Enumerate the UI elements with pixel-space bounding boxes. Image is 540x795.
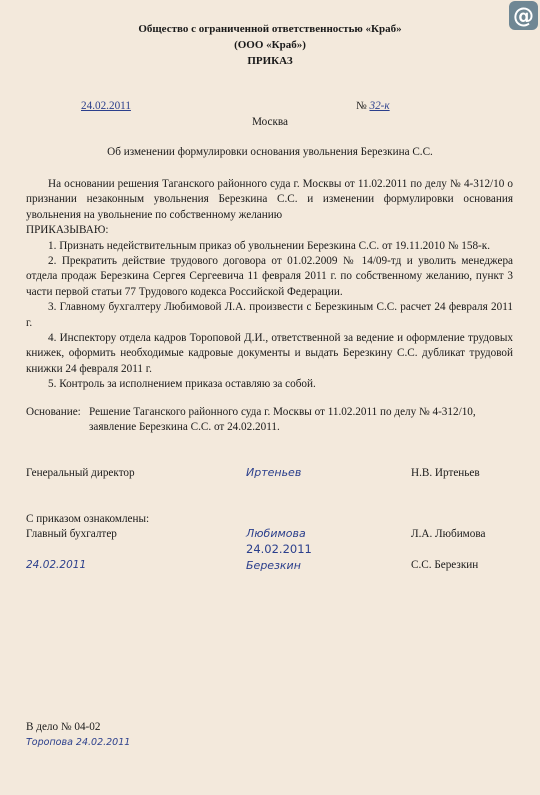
file-note: В дело № 04-02 bbox=[26, 721, 101, 733]
order-item-1: 1. Признать недействительным приказ об увольнении Березкина С.С. от 19.11.2010 № 158-к. bbox=[48, 239, 491, 252]
employee-signature-date: 24.02.2011 bbox=[26, 559, 87, 571]
basis-line-2: заявление Березкина С.С. от 24.02.2011. bbox=[89, 421, 280, 433]
order-word: ПРИКАЗЫВАЮ: bbox=[26, 224, 109, 237]
order-item-3: 3. Главному бухгалтеру Любимовой Л.А. произвести с Березкиным С.С. расчет 24 февраля 2011 г. bbox=[26, 301, 513, 329]
number-prefix: № bbox=[356, 100, 367, 112]
order-number-field bbox=[356, 100, 390, 112]
organization-short-name: (ООО «Краб») bbox=[234, 39, 306, 51]
acknowledgement-heading: С приказом ознакомлены: bbox=[26, 513, 150, 525]
accountant-signature: Любимова bbox=[246, 527, 306, 540]
order-item-4: 4. Инспектору отдела кадров Тороповой Д.И., ответственной за ведение и оформление трудовых книжек, оформить необходимые кадровые документы и выдать Березкину С.С. дубликат трудовой книжки 24 февраля 2011 г. bbox=[26, 332, 513, 375]
order-item-5: 5. Контроль за исполнением приказа оставляю за собой. bbox=[48, 378, 316, 391]
basis-line-1: Решение Таганского районного суда г. Москвы от 11.02.2011 по делу № 4-312/10, bbox=[89, 406, 476, 418]
order-item-2: 2. Прекратить действие трудового договора от 01.02.2009 № 14/09-тд и уволить менеджера отдела продаж Березкина Сергея Сергеевича 11 февраля 2011 г. по собственному желанию, пункт 3 части первой статьи 77 Трудового кодекса Российской Федерации. bbox=[26, 255, 513, 298]
city: Москва bbox=[251, 116, 289, 128]
signer-name: Н.В. Иртеньев bbox=[411, 467, 480, 479]
employee-name: С.С. Березкин bbox=[411, 559, 479, 571]
order-title: Об изменении формулировки основания увольнения Березкина С.С. bbox=[107, 146, 433, 158]
order-date: 24.02.2011 bbox=[81, 100, 131, 112]
order-number: 32-к bbox=[369, 100, 390, 112]
basis-label: Основание: bbox=[26, 406, 81, 418]
document-type: ПРИКАЗ bbox=[247, 55, 293, 67]
at-sign-logo: @ bbox=[509, 1, 538, 30]
preamble: На основании решения Таганского районного суда г. Москвы от 11.02.2011 по делу № 4-312/10 о признании незаконным увольнения Березкина С.С. и изменении формулировки основания увольнения на увольнение по собственному желанию bbox=[26, 178, 513, 221]
file-note-signature: Торопова 24.02.2011 bbox=[26, 737, 131, 748]
accountant-signature-date: 24.02.2011 bbox=[246, 542, 312, 556]
signer-position: Генеральный директор bbox=[26, 467, 135, 479]
accountant-name: Л.А. Любимова bbox=[411, 528, 486, 540]
director-signature: Иртеньев bbox=[246, 466, 302, 479]
accountant-position: Главный бухгалтер bbox=[26, 528, 117, 540]
organization-full-name: Общество с ограниченной ответственностью «Краб» bbox=[138, 23, 402, 35]
employee-signature: Березкин bbox=[246, 559, 301, 572]
order-body bbox=[26, 177, 513, 393]
